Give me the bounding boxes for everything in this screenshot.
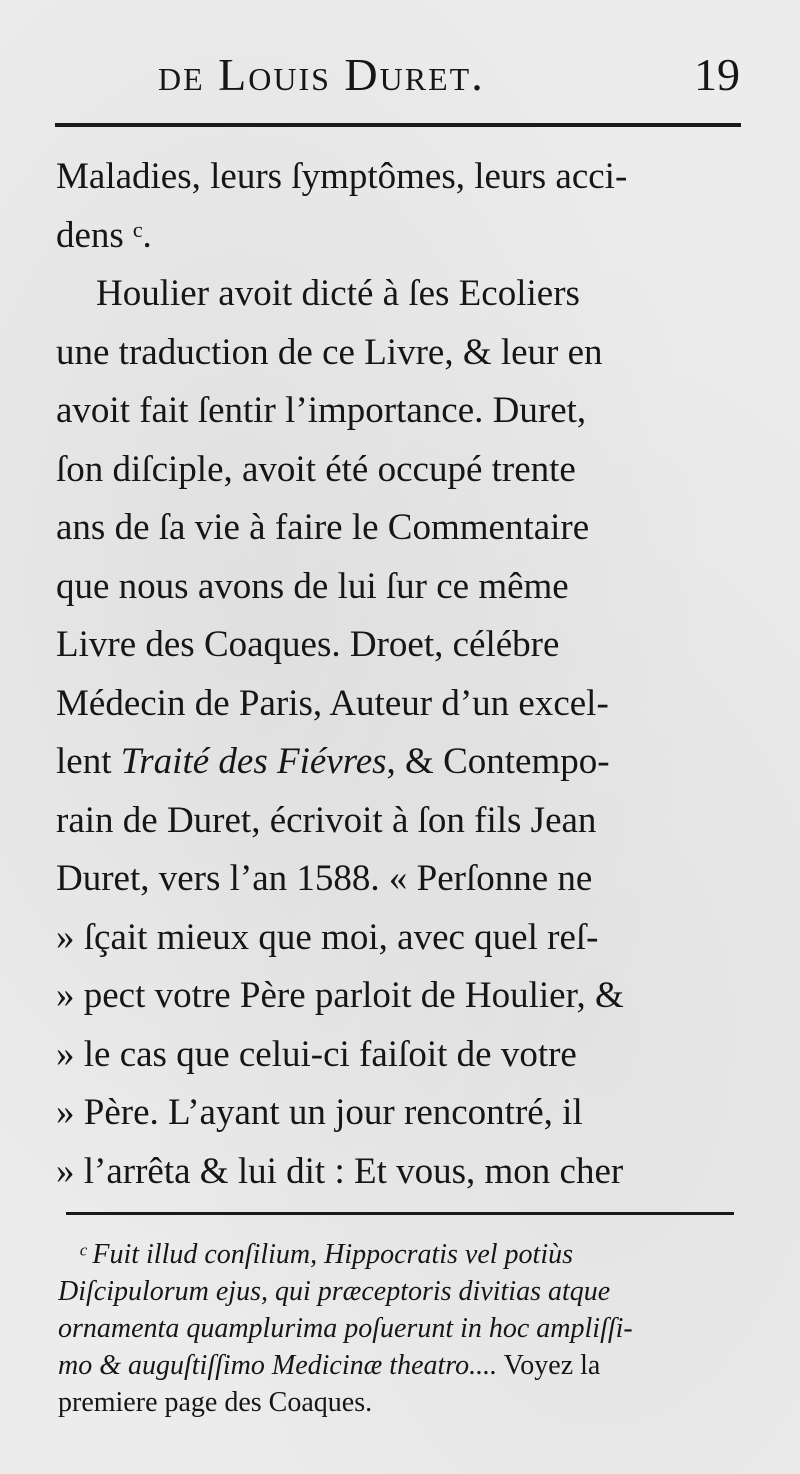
header-rule (55, 123, 741, 127)
footnote-segment-roman: Voyez la (497, 1350, 601, 1381)
page-header (150, 48, 750, 108)
quoted-line: » l’arrêta & lui dit : Et vous, mon cher (56, 1150, 624, 1192)
text-line: ans de ſa vie à faire le Commentaire (56, 507, 590, 548)
text-line: dens ᶜ. (56, 214, 152, 256)
footnote-segment: mo & auguſtiſſimo Medicinæ theatro.... (58, 1350, 498, 1381)
text-line: Livre des Coaques. Droet, célébre (56, 624, 560, 665)
paragraph-start-line: Houlier avoit dicté à ſes Ecoliers (96, 273, 580, 314)
text-line: ſon diſciple, avoit été occupé trente (56, 448, 576, 490)
footnote-line (58, 1347, 748, 1384)
quoted-line: » Père. L’ayant un jour rencontré, il (56, 1092, 583, 1133)
footnote-rule (66, 1212, 734, 1215)
text-line-with-title (56, 733, 746, 792)
text-line: rain de Duret, écrivoit à ſon fils Jean (56, 799, 597, 841)
text-segment: lent (56, 741, 121, 782)
footnote-line: ᶜ Fuit illud conſilium, Hippocratis vel potiùs (78, 1239, 573, 1270)
text-line: avoit fait ſentir l’importance. Duret, (56, 390, 587, 431)
text-line: que nous avons de lui ſur ce même (56, 565, 569, 607)
text-segment: , & Contempo- (386, 741, 610, 782)
quoted-line: » le cas que celui-ci faiſoit de votre (56, 1033, 577, 1075)
text-line: Duret, vers l’an 1588. « Perſonne ne (56, 858, 593, 899)
footnote-line: ornamenta quamplurima poſuerunt in hoc ampliſſi- (58, 1313, 633, 1344)
text-line: Médecin de Paris, Auteur d’un excel- (56, 682, 609, 724)
quoted-line: » ſçait mieux que moi, avec quel reſ- (56, 916, 599, 958)
body-text (56, 148, 746, 1201)
book-title-italic: Traité des Fiévres (120, 741, 387, 782)
quoted-line: » pect votre Père parloit de Houlier, & (56, 975, 624, 1016)
footnote-line: Diſcipulorum ejus, qui præceptoris divitias atque (58, 1276, 611, 1307)
text-line: Maladies, leurs ſymptômes, leurs acci- (56, 156, 628, 197)
footnote-line: premiere page des Coaques. (58, 1387, 373, 1418)
text-line: une traduction de ce Livre, & leur en (56, 331, 603, 373)
page-number: 19 (694, 49, 740, 100)
running-title: de Louis Duret. (158, 49, 485, 100)
footnote (58, 1236, 748, 1421)
